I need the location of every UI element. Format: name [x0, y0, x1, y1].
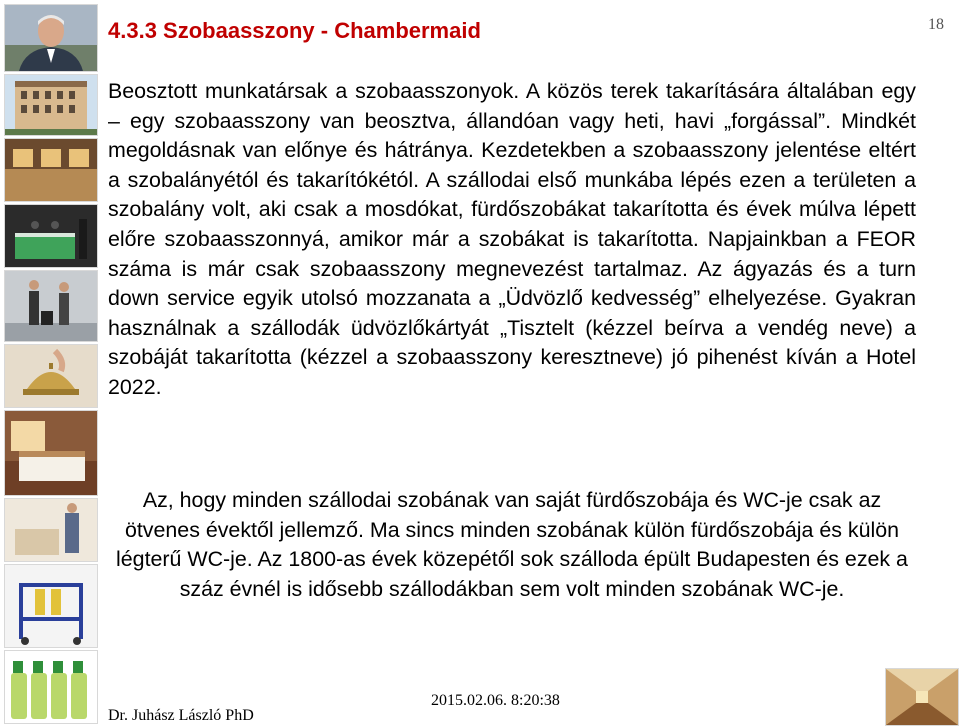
travelers-luggage-image: [4, 270, 98, 342]
page-number: 18: [928, 16, 944, 33]
author-portrait-image: [4, 4, 98, 72]
footer-author: Dr. Juhász László PhD: [108, 707, 254, 724]
hotel-lobby-image: [4, 138, 98, 202]
reception-desk-image: [4, 204, 98, 268]
slide-title: 4.3.3 Szobaasszony - Chambermaid: [108, 18, 481, 43]
chambermaid-image: [4, 498, 98, 562]
photo-strip: [0, 0, 100, 726]
cleaning-cart-image: [4, 564, 98, 648]
hotel-room-image: [4, 410, 98, 496]
main-paragraph: Beosztott munkatársak a szobaasszonyok. A közös terek takarítására általában egy – egy szobaasszony van beosztva, állandóan vagy heti, havi „forgással”. Mindkét megoldásnak van előnye és hátránya. Kezdetekben a szobaasszony jelentése eltért a szobalányétól és takarítókétól. A szállodai első munkába lépés ezen a területen a szobalány volt, aki csak a mosdókat, fürdőszobákat takarította és évek múlva lépett előre szobaasszonnyá, amikor már a szobákat is takarította. Napjainkban a FEOR száma is már csak szobaasszony megnevezést tartalmaz. Az ágyazás és a turn down service egyik utolsó mozzanata a „Üdvözlő kedvesség” elhelyezése. Gyakran használnak a szállodák üdvözlőkártyát „Tisztelt (kézzel beírva a vendég neve) a szobáját takarította (kézzel a szobaasszony keresztneve) jó pihenést kíván a Hotel 2022.: [108, 79, 916, 399]
footer-date: 2015.02.06. 8:20:38: [431, 692, 560, 709]
hotel-building-image: [4, 74, 98, 136]
cleaning-sprays-image: [4, 650, 98, 724]
service-bell-image: [4, 344, 98, 408]
centered-paragraph: Az, hogy minden szállodai szobának van saját fürdőszobája és WC-je csak az ötvenes évektől jellemző. Ma sincs minden szobának külön fürdőszobája és külön légterű WC-je. Az 1800-as évek közepétől sok szálloda épült Budapesten és ezek a száz évnél is idősebb szállodákban sem volt minden szobának WC-je.: [116, 488, 908, 601]
corridor-image: [885, 668, 959, 726]
